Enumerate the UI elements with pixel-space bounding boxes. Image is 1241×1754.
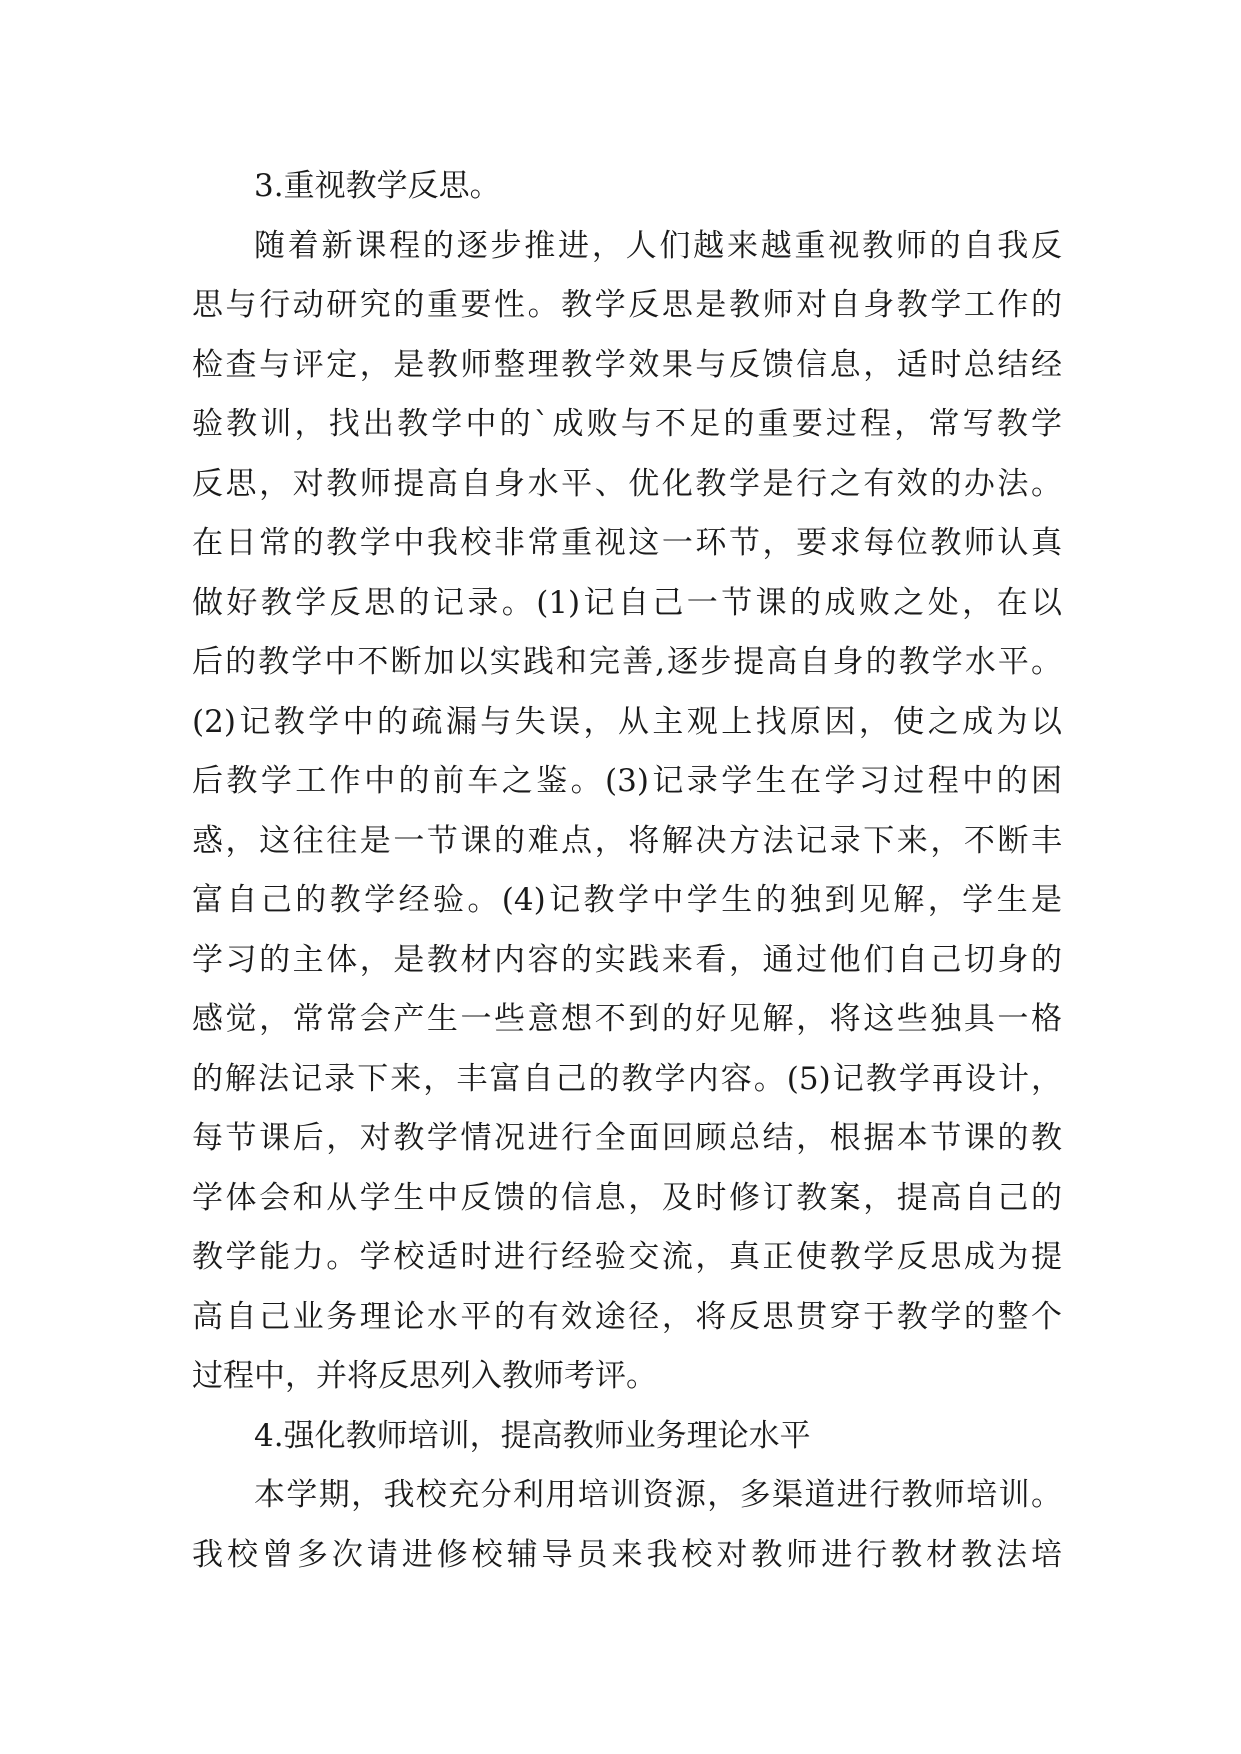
- paragraph-line: 高自己业务理论水平的有效途径，将反思贯穿于教学的整个: [192, 1299, 1062, 1335]
- paragraph-line: 本学期，我校充分利用培训资源，多渠道进行教师培训。: [254, 1477, 1062, 1513]
- section-heading-4: 4.强化教师培训，提高教师业务理论水平: [254, 1418, 811, 1454]
- section-heading-3: 3.重视教学反思。: [254, 168, 501, 204]
- paragraph-line: 反思，对教师提高自身水平、优化教学是行之有效的办法。: [192, 466, 1062, 502]
- paragraph-line: (2)记教学中的疏漏与失误，从主观上找原因，使之成为以: [192, 704, 1062, 740]
- paragraph-line: 学习的主体，是教材内容的实践来看，通过他们自己切身的: [192, 942, 1062, 978]
- paragraph-line: 每节课后，对教学情况进行全面回顾总结，根据本节课的教: [192, 1120, 1062, 1156]
- paragraph-line: 的解法记录下来，丰富自己的教学内容。(5)记教学再设计，: [192, 1061, 1062, 1097]
- paragraph-line: 我校曾多次请进修校辅导员来我校对教师进行教材教法培: [192, 1537, 1062, 1573]
- paragraph-line: 富自己的教学经验。(4)记教学中学生的独到见解，学生是: [192, 882, 1062, 918]
- paragraph-line: 后教学工作中的前车之鉴。(3)记录学生在学习过程中的困: [192, 763, 1062, 799]
- paragraph-line: 后的教学中不断加以实践和完善,逐步提高自身的教学水平。: [192, 644, 1062, 680]
- paragraph-line: 过程中，并将反思列入教师考评。: [192, 1358, 657, 1394]
- paragraph-line: 感觉，常常会产生一些意想不到的好见解，将这些独具一格: [192, 1001, 1062, 1037]
- paragraph-line: 随着新课程的逐步推进，人们越来越重视教师的自我反: [254, 228, 1062, 264]
- paragraph-line: 在日常的教学中我校非常重视这一环节，要求每位教师认真: [192, 525, 1062, 561]
- paragraph-line: 做好教学反思的记录。(1)记自己一节课的成败之处，在以: [192, 585, 1062, 621]
- paragraph-line: 验教训，找出教学中的`成败与不足的重要过程，常写教学: [192, 406, 1062, 442]
- paragraph-line: 思与行动研究的重要性。教学反思是教师对自身教学工作的: [192, 287, 1062, 323]
- paragraph-line: 教学能力。学校适时进行经验交流，真正使教学反思成为提: [192, 1239, 1062, 1275]
- paragraph-line: 学体会和从学生中反馈的信息，及时修订教案，提高自己的: [192, 1180, 1062, 1216]
- paragraph-line: 检查与评定，是教师整理教学效果与反馈信息，适时总结经: [192, 347, 1062, 383]
- paragraph-line: 惑，这往往是一节课的难点，将解决方法记录下来，不断丰: [192, 823, 1062, 859]
